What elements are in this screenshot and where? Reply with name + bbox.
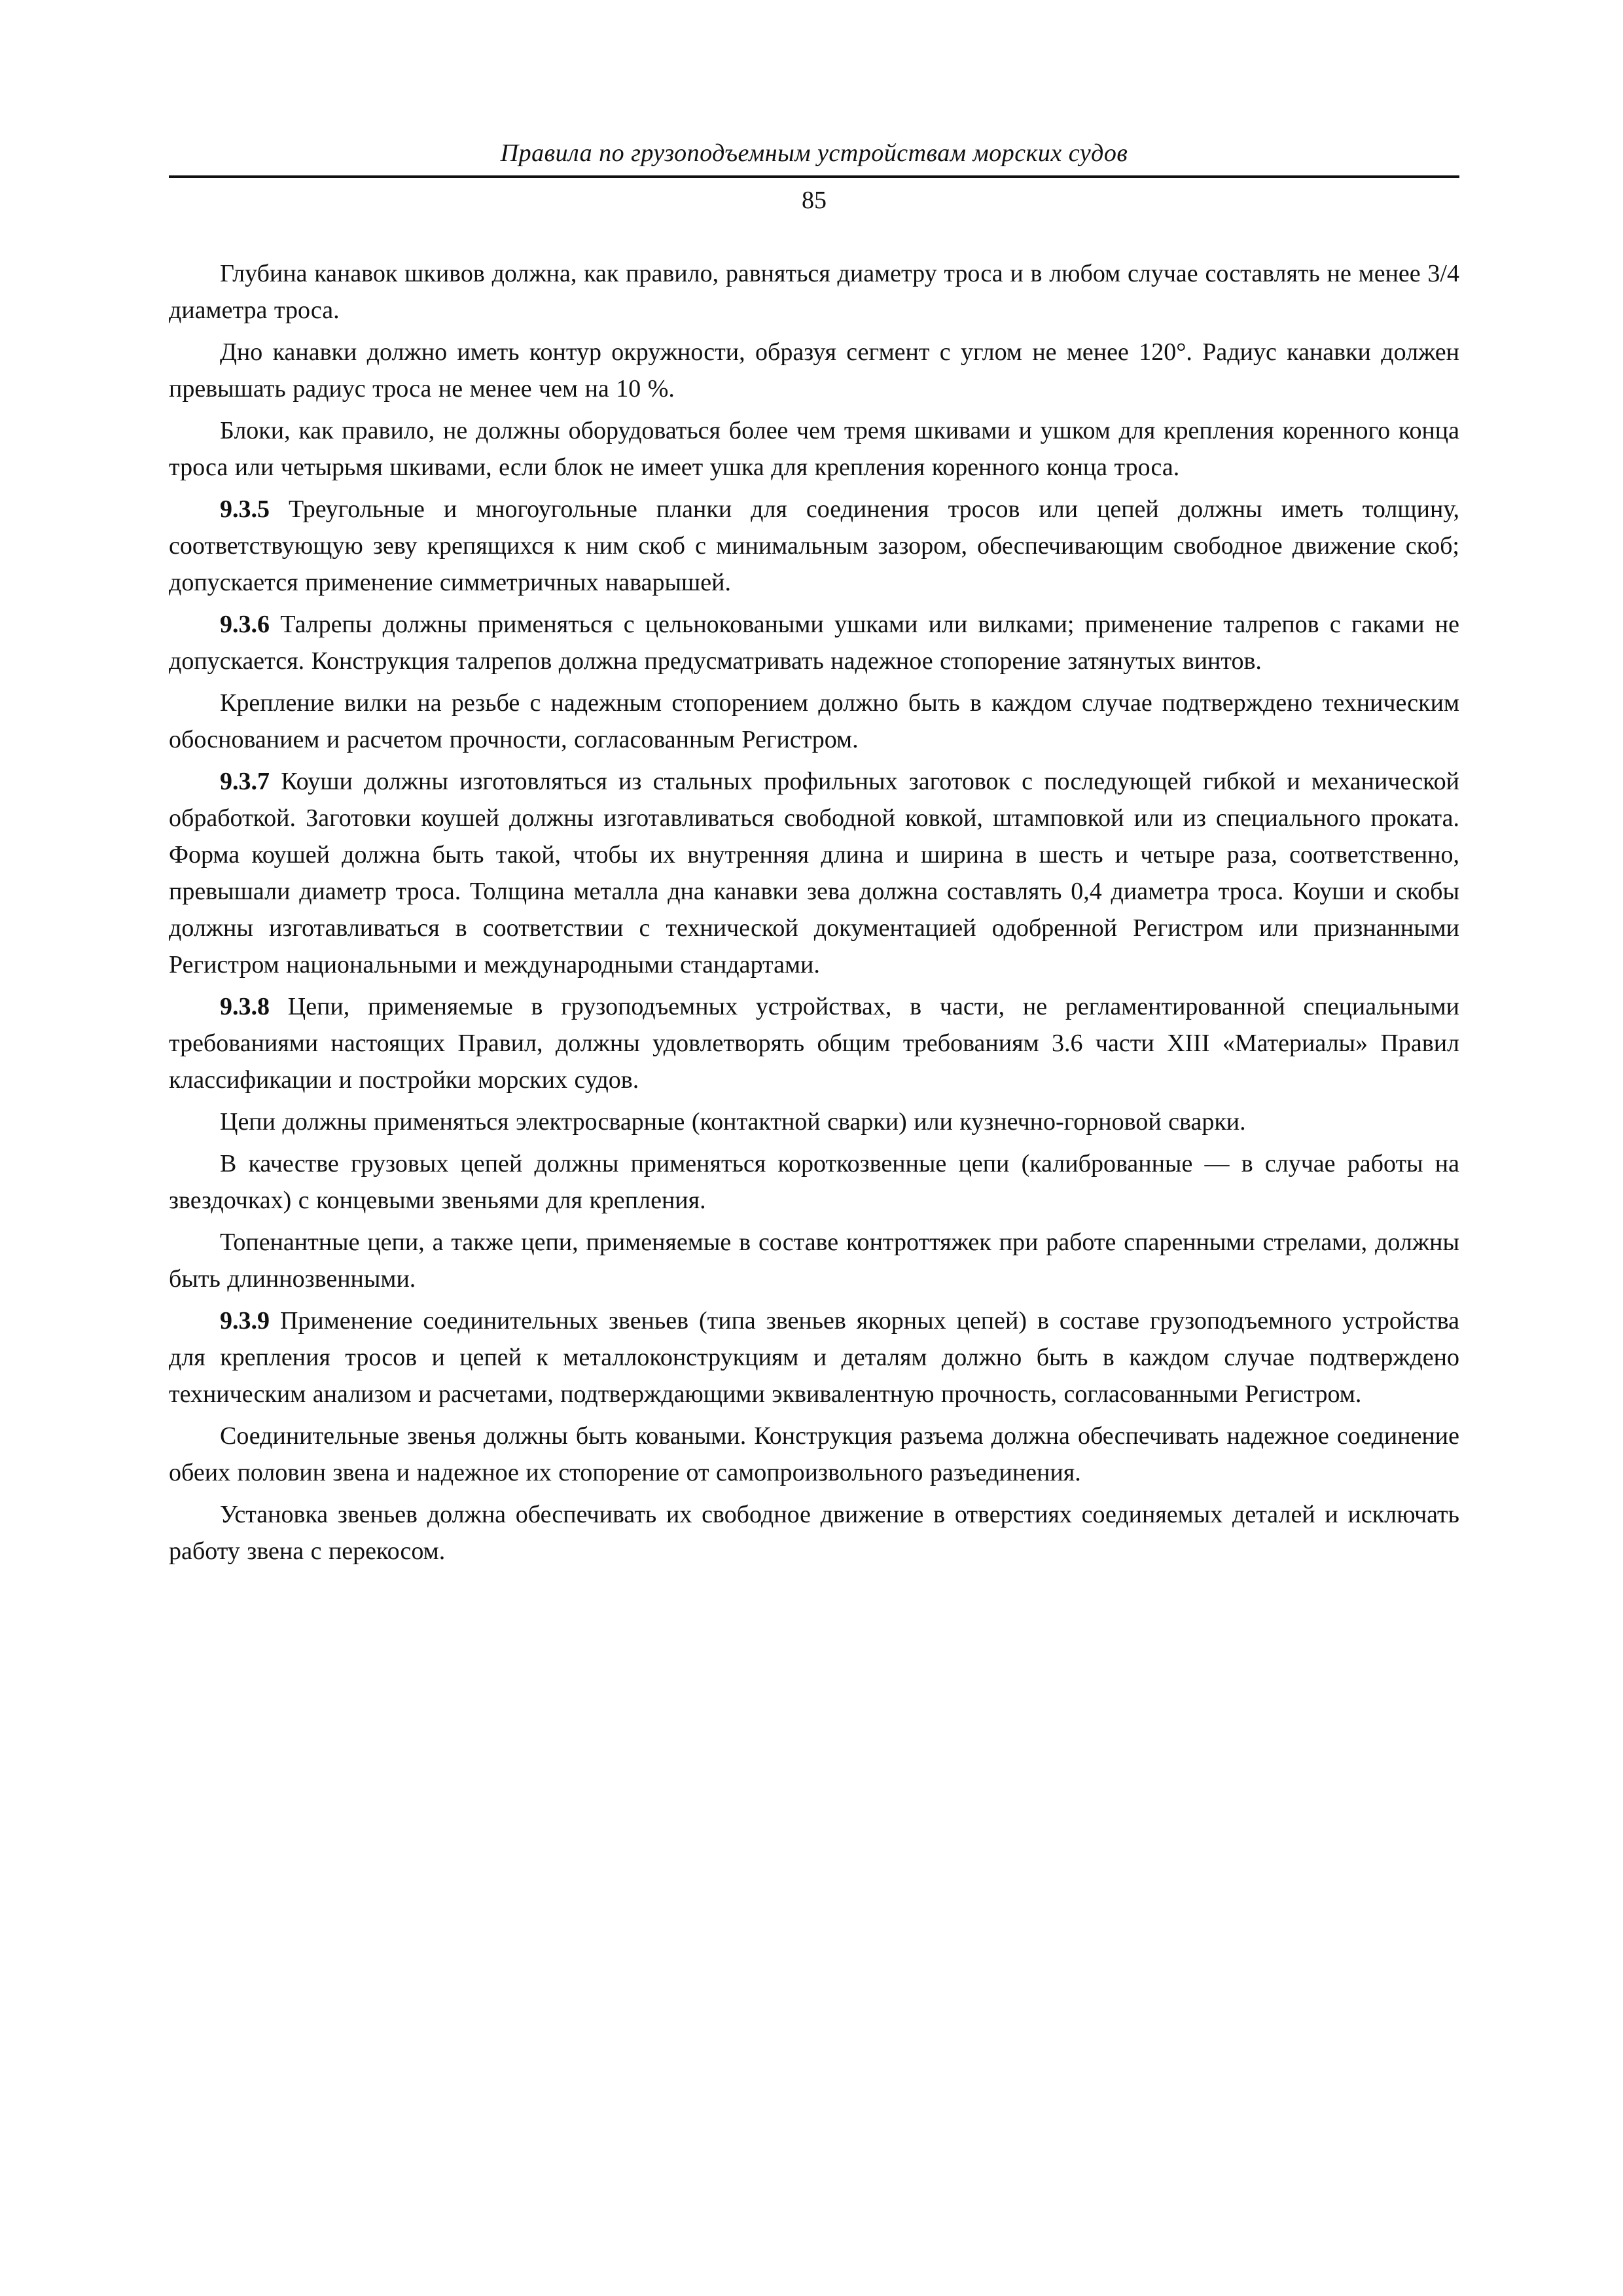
section-number: 9.3.6 — [220, 611, 270, 638]
paragraph-9-3-8 — [169, 988, 1459, 1098]
section-number: 9.3.9 — [220, 1307, 270, 1335]
paragraph-text: Соединительные звенья должны быть коваными. Конструкция разъема должна обеспечивать надежное соединение обеих половин звена и надежное их стопорение от самопроизвольного разъединения. — [169, 1422, 1459, 1486]
paragraph-text: Применение соединительных звеньев (типа звеньев якорных цепей) в составе грузоподъемного устройства для крепления тросов и цепей к металлоконструкциям и деталям должно быть в каждом случае подтверждено техническим анализом и расчетами, подтверждающими эквивалентную прочность, согласованными Регистром. — [169, 1307, 1459, 1408]
paragraph — [169, 412, 1459, 486]
paragraph-text: Дно канавки должно иметь контур окружности, образуя сегмент с углом не менее 120°. Радиус канавки должен превышать радиус троса не менее чем на 10 %. — [169, 338, 1459, 403]
paragraph-9-3-9 — [169, 1302, 1459, 1412]
paragraph — [169, 334, 1459, 407]
page-number: 85 — [802, 187, 827, 214]
paragraph — [169, 1224, 1459, 1297]
section-number: 9.3.7 — [220, 768, 270, 795]
paragraph-text: В качестве грузовых цепей должны применяться короткозвенные цепи (калиброванные — в случае работы на звездочках) с концевыми звеньями для крепления. — [169, 1150, 1459, 1214]
paragraph-9-3-5 — [169, 491, 1459, 601]
paragraph-text: Цепи, применяемые в грузоподъемных устройствах, в части, не регламентированной специальными требованиями настоящих Правил, должны удовлетворять общим требованиям 3.6 части XIII «Материалы» Правил классификации и постройки морских судов. — [169, 993, 1460, 1094]
paragraph — [169, 1496, 1459, 1570]
paragraph — [169, 1145, 1459, 1219]
paragraph — [169, 685, 1459, 758]
section-number: 9.3.5 — [220, 495, 270, 523]
paragraph-text: Талрепы должны применяться с цельноковаными ушками или вилками; применение талрепов с гаками не допускается. Конструкция талрепов должна предусматривать надежное стопорение затянутых винтов. — [169, 611, 1459, 675]
paragraph-text: Установка звеньев должна обеспечивать их свободное движение в отверстиях соединяемых деталей и исключать работу звена с перекосом. — [169, 1501, 1459, 1565]
paragraph-text: Коуши должны изготовляться из стальных профильных заготовок с последующей гибкой и механической обработкой. Заготовки коушей должны изготавливаться свободной ковкой, штамповкой или из специального проката. Форма коушей должна быть такой, чтобы их внутренняя длина и ширина в шесть и четыре раза, соответственно, превышали диаметр троса. Толщина металла дна канавки зева должна составлять 0,4 диаметра троса. Коуши и скобы должны изготавливаться в соответствии с технической документацией одобренной Регистром или признанными Регистром национальными и международными стандартами. — [169, 768, 1459, 978]
paragraph-text: Блоки, как правило, не должны оборудоваться более чем тремя шкивами и ушком для крепления коренного конца троса или четырьмя шкивами, если блок не имеет ушка для крепления коренного конца троса. — [169, 417, 1459, 481]
paragraph-9-3-7 — [169, 763, 1459, 983]
paragraph-text: Крепление вилки на резьбе с надежным стопорением должно быть в каждом случае подтверждено техническим обоснованием и расчетом прочности, согласованным Регистром. — [169, 689, 1459, 753]
paragraph-text: Глубина канавок шкивов должна, как правило, равняться диаметру троса и в любом случае составлять не менее 3/4 диаметра троса. — [169, 260, 1459, 324]
paragraph-text: Цепи должны применяться электросварные (контактной сварки) или кузнечно-горновой сварки. — [220, 1108, 1246, 1136]
paragraph — [169, 255, 1459, 329]
paragraph — [169, 1418, 1459, 1491]
paragraph-text: Топенантные цепи, а также цепи, применяемые в составе контроттяжек при работе спаренными стрелами, должны быть длиннозвенными. — [169, 1229, 1459, 1293]
section-number: 9.3.8 — [220, 993, 270, 1020]
running-header: Правила по грузоподъемным устройствам морских судов — [500, 139, 1128, 167]
paragraph-9-3-6 — [169, 606, 1459, 679]
body-text — [169, 255, 1459, 1575]
paragraph-text: Треугольные и многоугольные планки для соединения тросов или цепей должны иметь толщину, соответствующую зеву крепящихся к ним скоб с минимальным зазором, обеспечивающим свободное движение скоб; допускается применение симметричных наварышей. — [169, 495, 1459, 596]
paragraph — [169, 1103, 1459, 1140]
header-rule — [169, 175, 1459, 178]
